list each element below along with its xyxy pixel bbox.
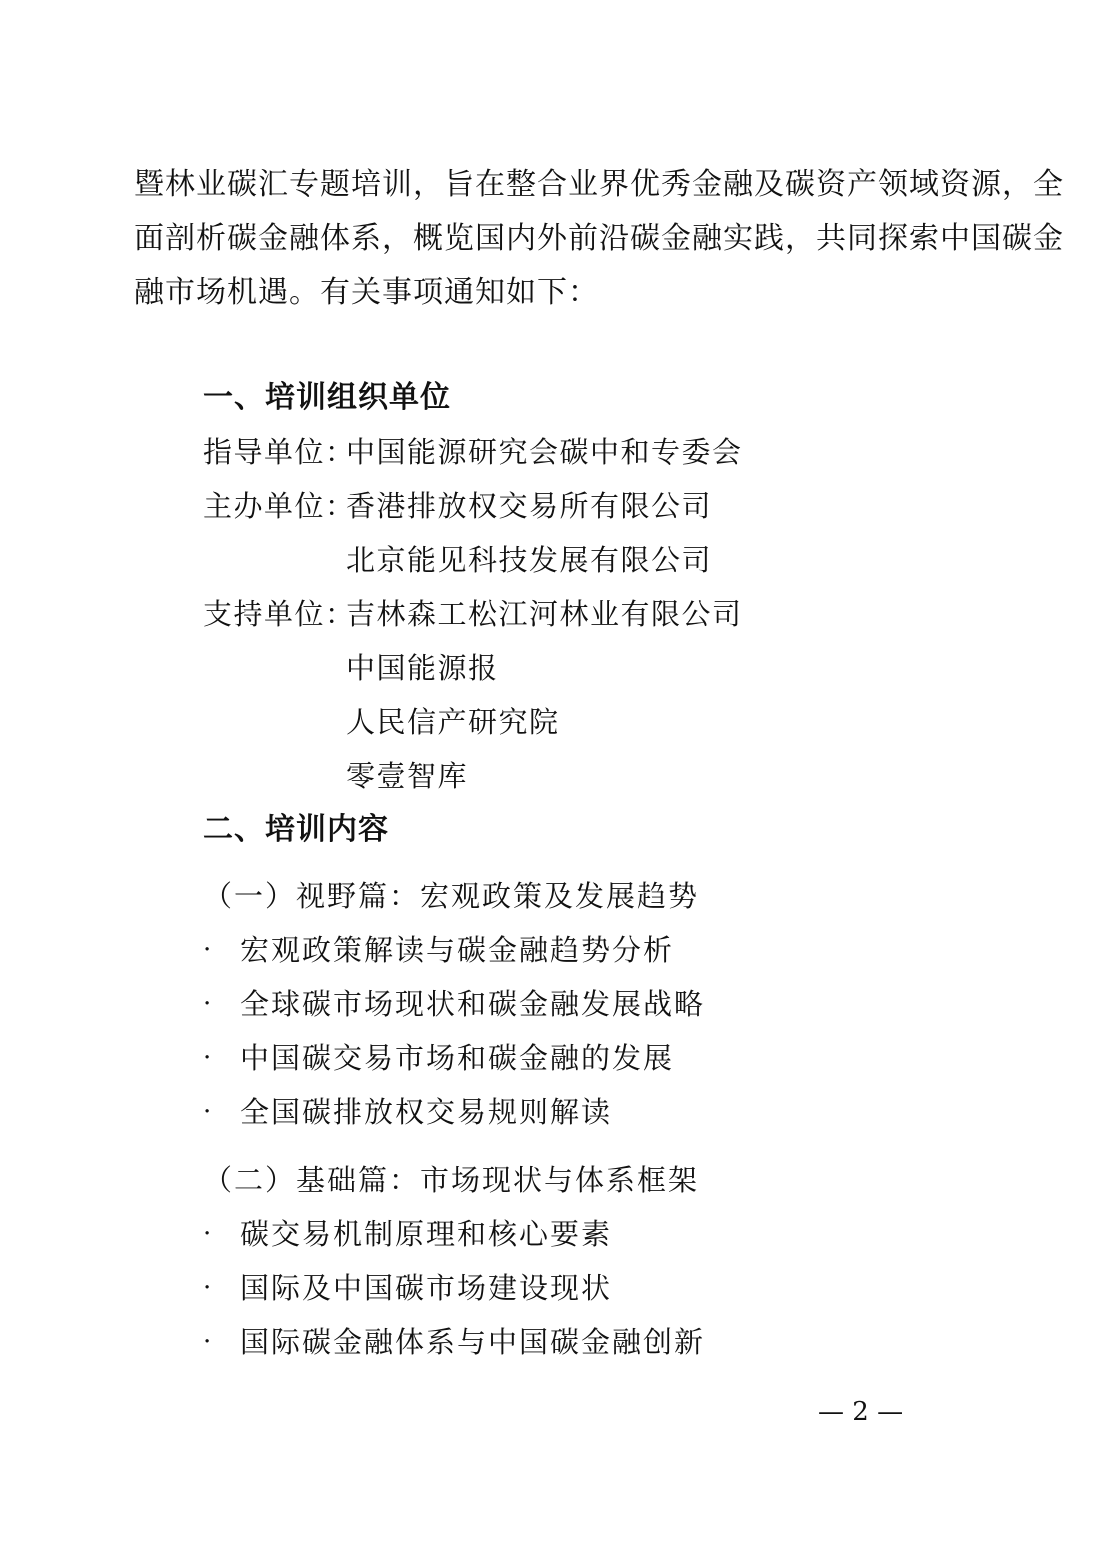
guide-unit-label: 指导单位： [203,435,356,469]
bullet-icon: · [203,1043,212,1073]
list-item: 国际碳金融体系与中国碳金融创新 [240,1325,706,1359]
guide-unit: 中国能源研究会碳中和专委会 [346,435,743,469]
bullet-icon: · [203,1219,212,1249]
list-item: 中国碳交易市场和碳金融的发展 [240,1041,675,1075]
intro-line: 面剖析碳金融体系，概览国内外前沿碳金融实践，共同探索中国碳金 [134,221,1064,256]
list-item: 碳交易机制原理和核心要素 [240,1217,613,1251]
list-item: 国际及中国碳市场建设现状 [240,1271,613,1305]
bullet-icon: · [203,1327,212,1357]
page-number: — 2 — [818,1397,904,1427]
bullet-icon: · [203,989,212,1019]
host-unit-label: 主办单位： [203,489,356,523]
support-unit: 人民信产研究院 [346,705,560,739]
support-unit: 中国能源报 [346,651,499,685]
intro-line: 融市场机遇。有关事项通知如下： [134,275,599,310]
bullet-icon: · [203,935,212,965]
bullet-icon: · [203,1097,212,1127]
list-item: 全国碳排放权交易规则解读 [240,1095,613,1129]
host-unit: 香港排放权交易所有限公司 [346,489,713,523]
support-unit-label: 支持单位： [203,597,356,631]
section-2-heading: 二、培训内容 [203,812,389,847]
host-unit: 北京能见科技发展有限公司 [346,543,713,577]
section-1-heading: 一、培训组织单位 [203,380,451,415]
part-1-title: （一）视野篇：宏观政策及发展趋势 [203,879,700,913]
list-item: 宏观政策解读与碳金融趋势分析 [240,933,675,967]
intro-line: 暨林业碳汇专题培训，旨在整合业界优秀金融及碳资产领域资源，全 [134,167,1064,202]
part-2-title: （二）基础篇：市场现状与体系框架 [203,1163,700,1197]
list-item: 全球碳市场现状和碳金融发展战略 [240,987,706,1021]
support-unit: 吉林森工松江河林业有限公司 [346,597,743,631]
bullet-icon: · [203,1273,212,1303]
support-unit: 零壹智库 [346,759,469,793]
intro-paragraph [134,158,1064,320]
